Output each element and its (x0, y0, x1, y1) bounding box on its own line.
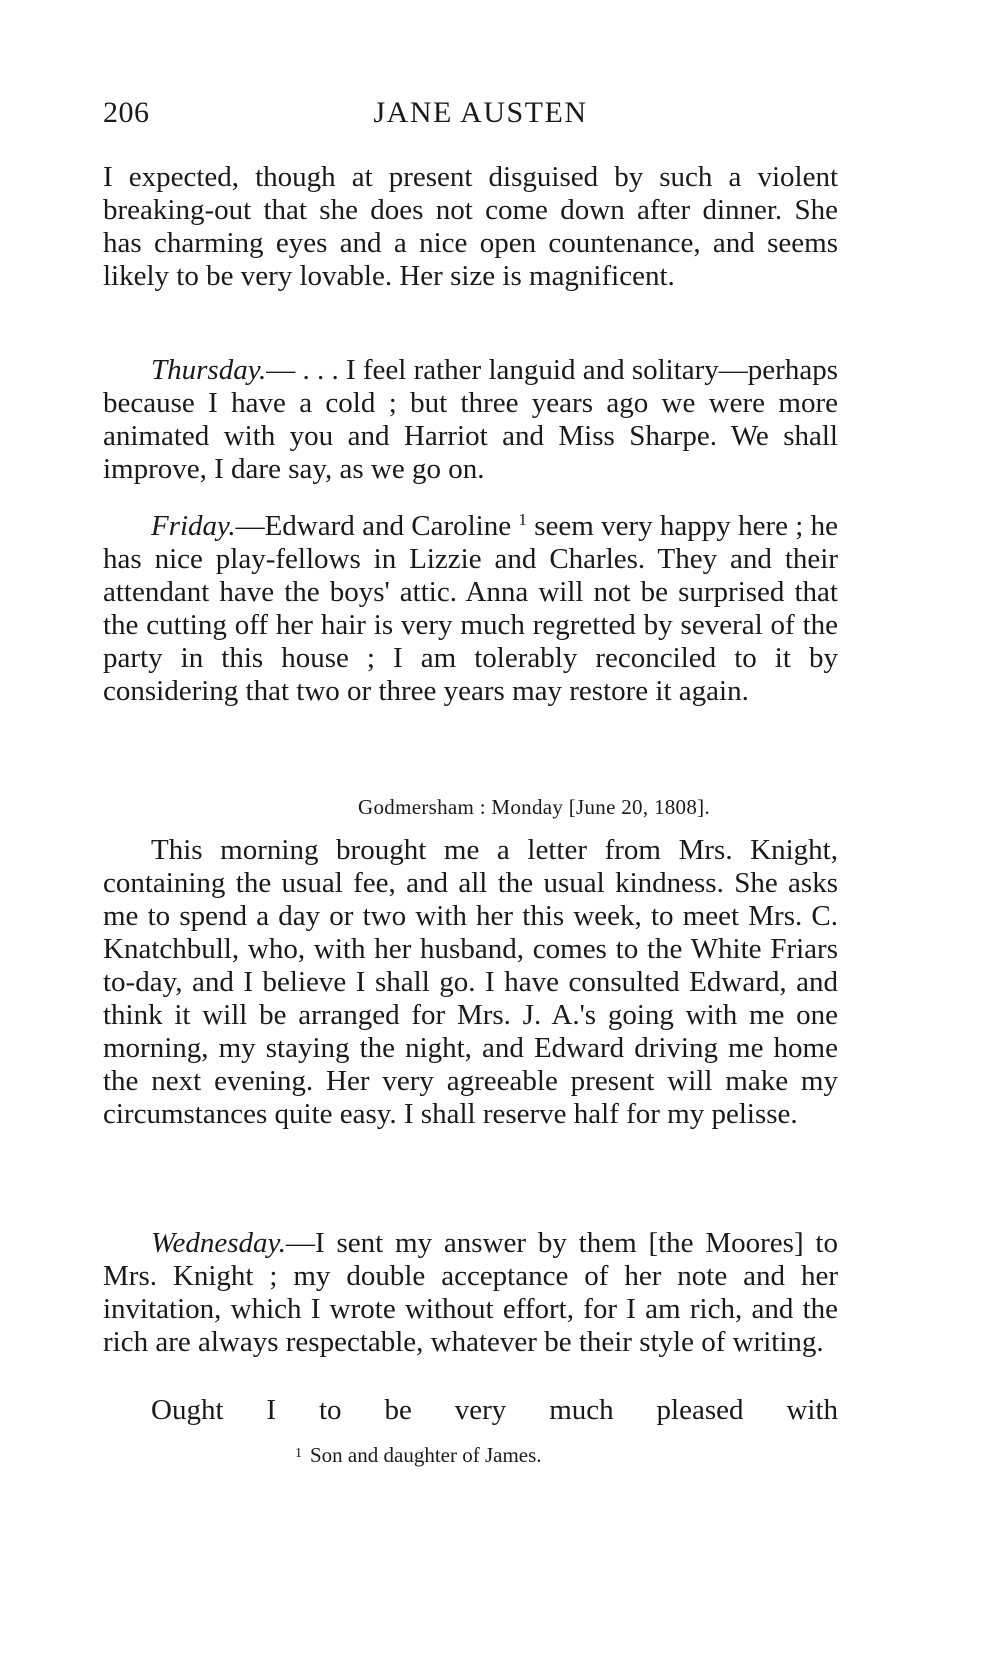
paragraph-wednesday (103, 1227, 838, 1359)
page-header (103, 96, 838, 146)
footnote-number: 1 (295, 1446, 302, 1461)
footnote-text: Son and daughter of James. (310, 1443, 542, 1467)
day-heading-wednesday: Wednesday. (151, 1227, 287, 1259)
day-heading-friday: Friday. (151, 510, 236, 542)
paragraph-final-line: Ought I to be very much pleased with (151, 1394, 838, 1426)
paragraph-friday (103, 510, 838, 708)
paragraph-thursday (103, 354, 838, 486)
paragraph-continuation: I expected, though at present disguised by such a violent breaking-out that she does not come down after dinner. She has charming eyes and a nice open countenance, and seems likely to be very lovable. Her size is magnificent. (103, 161, 838, 292)
footnote (295, 1443, 542, 1468)
letter-dateline: Godmersham : Monday [June 20, 1808]. (358, 795, 710, 819)
paragraph-friday-text-b: seem very happy here ; he has nice play-fellows in Lizzie and Charles. They and their attendant have the boys' attic. Anna will not be surprised that the cutting off her hair is very much regretted by several of the party in this house ; I am tolerably reconciled to it by considering that two or three years may restore it again. (103, 510, 838, 707)
paragraph-wednesday-text: —I sent my answer by them [the Moores] to Mrs. Knight ; my double acceptance of her note and her invitation, which I wrote without effort, for I am rich, and the rich are always respectable, whatever be their style of writing. (103, 1227, 838, 1358)
footnote-reference: 1 (518, 510, 527, 529)
page-number: 206 (103, 96, 150, 129)
paragraph-thursday-text: — . . . I feel rather languid and solitary—perhaps because I have a cold ; but three years ago we were more animated with you and Harriot and Miss Sharpe. We shall improve, I dare say, as we go on. (103, 354, 838, 485)
paragraph-letter-body: This morning brought me a letter from Mrs. Knight, containing the usual fee, and all the usual kindness. She asks me to spend a day or two with her this week, to meet Mrs. C. Knatchbull, who, with her husband, comes to the White Friars to-day, and I believe I shall go. I have consulted Edward, and think it will be arranged for Mrs. J. A.'s going with me one morning, my staying the night, and Edward driving me home the next evening. Her very agreeable present will make my circumstances quite easy. I shall reserve half for my pelisse. (103, 834, 838, 1130)
paragraph-friday-text-a: —Edward and Caroline (235, 510, 512, 542)
running-head: JANE AUSTEN (373, 96, 588, 129)
day-heading-thursday: Thursday. (151, 354, 267, 386)
